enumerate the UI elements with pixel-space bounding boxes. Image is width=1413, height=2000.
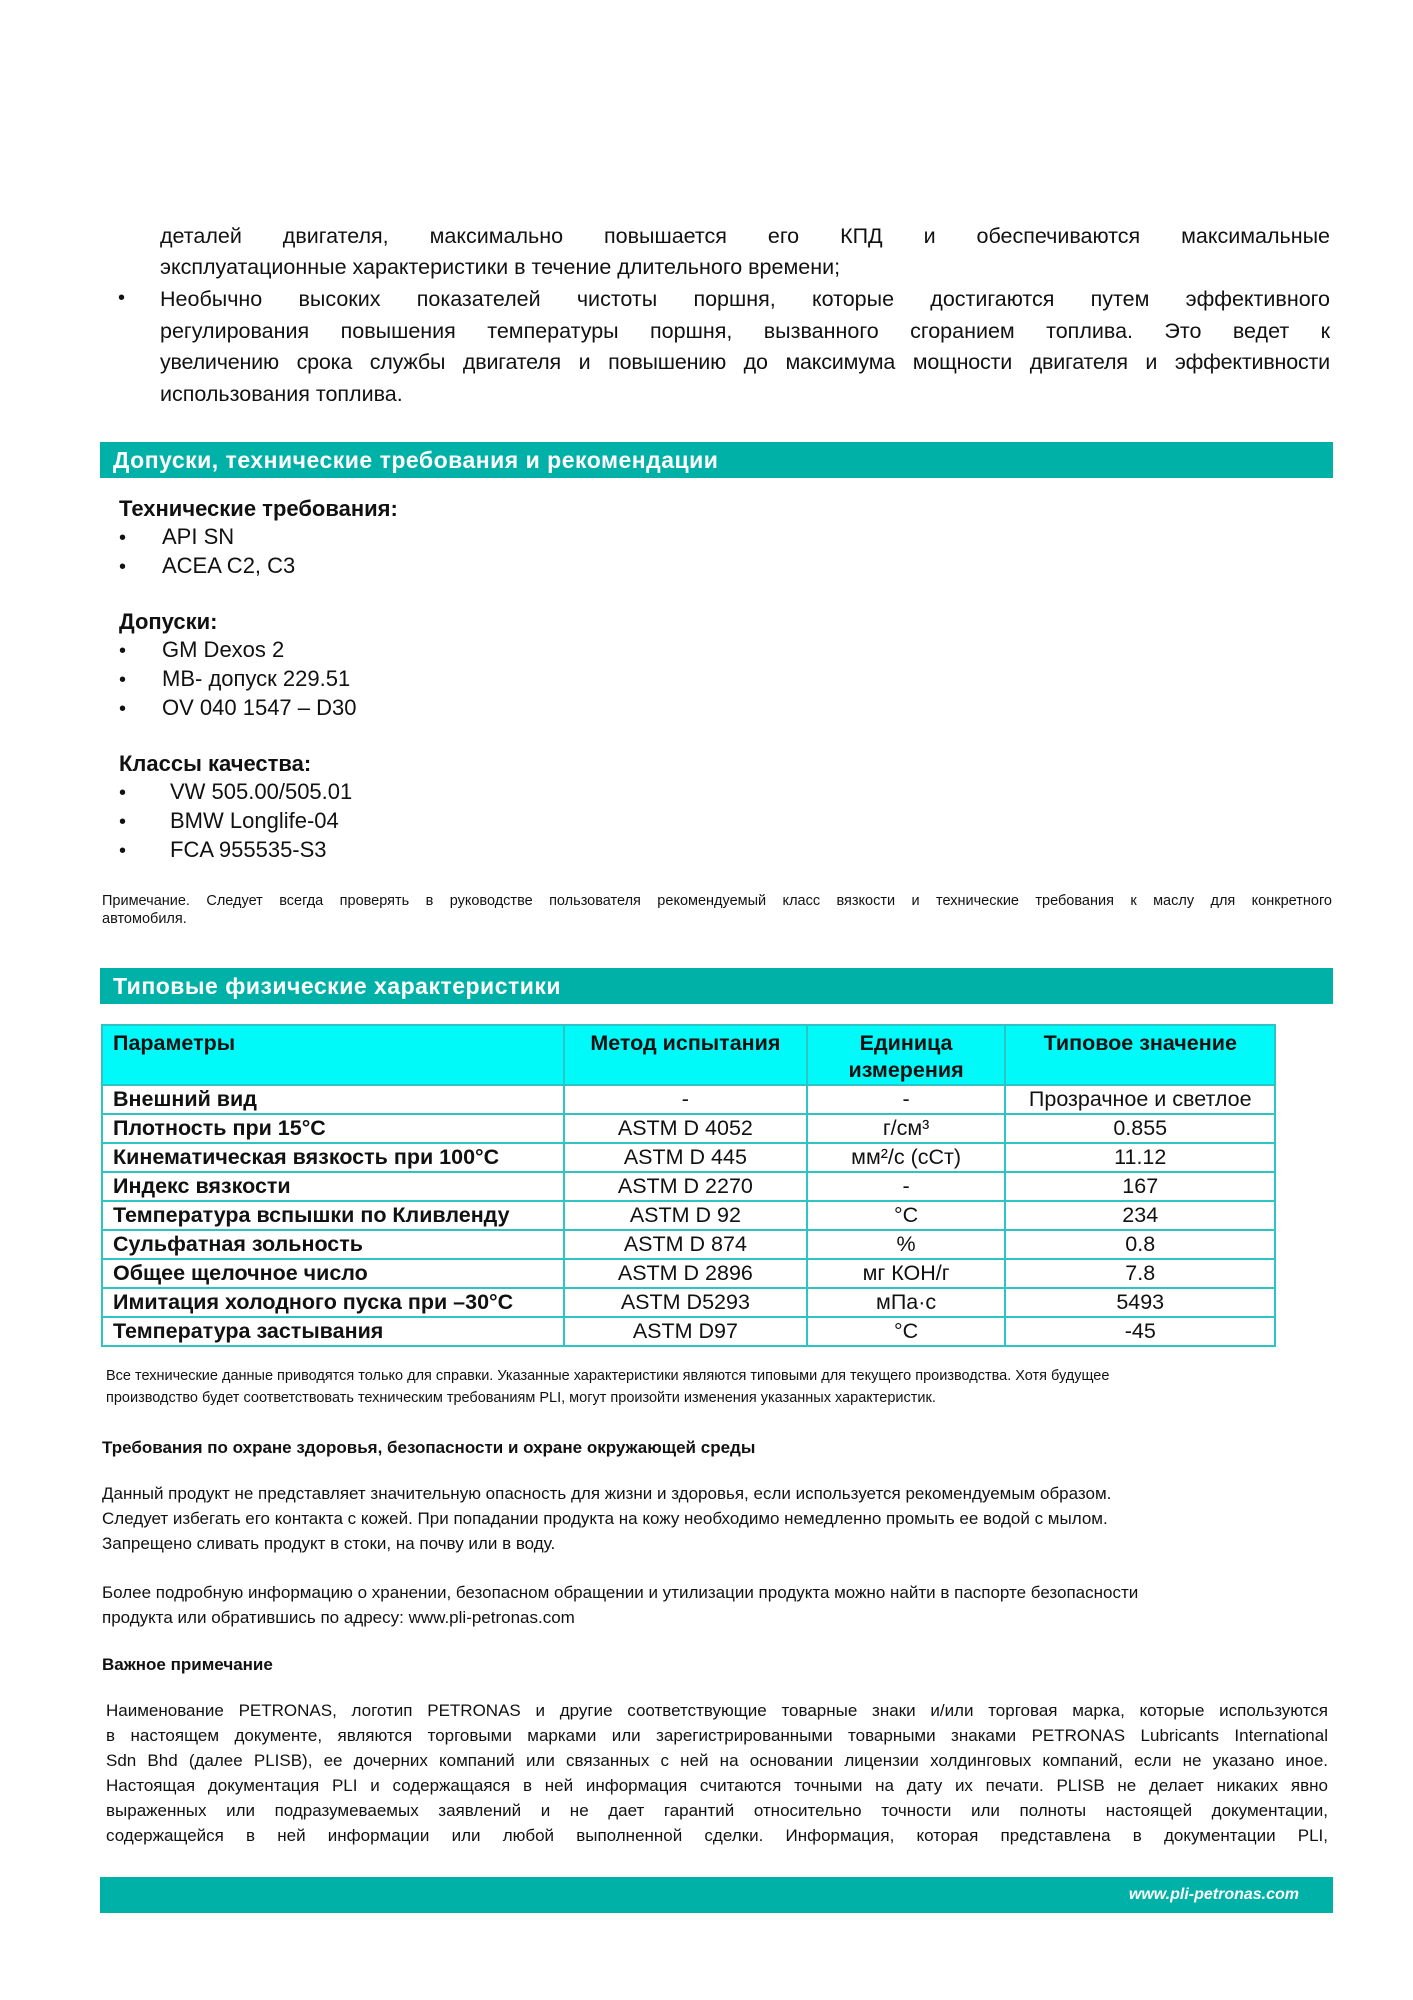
- bullet-line: Необычно высоких показателей чистоты поршня, которые достигаются путем эффективного: [160, 287, 1330, 311]
- cell-unit: г/см³: [807, 1114, 1006, 1143]
- important-line: Наименование PETRONAS, логотип PETRONAS и другие соответствующие товарные знаки и/или торговая марка, которые используются: [106, 1701, 1328, 1720]
- cell-value: 234: [1005, 1201, 1275, 1230]
- cell-unit: °C: [807, 1317, 1006, 1346]
- table-footnote-line: производство будет соответствовать техническим требованиям PLI, могут произойти изменения указанных характеристик.: [106, 1390, 936, 1406]
- approval-item: GM Dexos 2: [162, 637, 285, 662]
- cell-value: 167: [1005, 1172, 1275, 1201]
- cell-parameter: Общее щелочное число: [102, 1259, 564, 1288]
- header-method: Метод испытания: [564, 1025, 807, 1085]
- cell-unit: %: [807, 1230, 1006, 1259]
- cell-unit: мм²/с (сСт): [807, 1143, 1006, 1172]
- section-bar-properties: Типовые физические характеристики: [100, 968, 1333, 1004]
- bullet-dot: •: [119, 811, 127, 833]
- cell-parameter: Сульфатная зольность: [102, 1230, 564, 1259]
- health-title: Требования по охране здоровья, безопасности и охране окружающей среды: [102, 1438, 756, 1457]
- section-bar-approvals: Допуски, технические требования и рекомендации: [100, 442, 1333, 478]
- note-line: Примечание. Следует всегда проверять в руководстве пользователя рекомендуемый класс вязкости и технические требования к маслу для конкретного: [102, 893, 1332, 909]
- cell-parameter: Внешний вид: [102, 1085, 564, 1114]
- cell-method: ASTM D 4052: [564, 1114, 807, 1143]
- properties-table: [101, 1024, 1276, 1347]
- table-row: [102, 1085, 1275, 1114]
- table-row: [102, 1143, 1275, 1172]
- class-item: BMW Longlife-04: [170, 808, 339, 833]
- intro-line: эксплуатационные характеристики в течение длительного времени;: [160, 255, 841, 279]
- footer-bar: [100, 1877, 1333, 1913]
- table-row: [102, 1288, 1275, 1317]
- health-line: Следует избегать его контакта с кожей. При попадании продукта на кожу необходимо немедленно промыть ее водой с мылом.: [102, 1509, 1108, 1528]
- cell-parameter: Плотность при 15°C: [102, 1114, 564, 1143]
- bullet-dot: •: [118, 287, 126, 309]
- bullet-dot: •: [119, 669, 127, 691]
- cell-method: ASTM D 2896: [564, 1259, 807, 1288]
- bullet-dot: •: [119, 556, 127, 578]
- cell-method: -: [564, 1085, 807, 1114]
- cell-value: 5493: [1005, 1288, 1275, 1317]
- cell-unit: -: [807, 1085, 1006, 1114]
- cell-unit: -: [807, 1172, 1006, 1201]
- bullet-dot: •: [119, 840, 127, 862]
- cell-parameter: Температура застывания: [102, 1317, 564, 1346]
- table-row: [102, 1259, 1275, 1288]
- note-line: автомобиля.: [102, 911, 187, 927]
- cell-method: ASTM D 2270: [564, 1172, 807, 1201]
- cell-unit: мг КОН/г: [807, 1259, 1006, 1288]
- cell-method: ASTM D97: [564, 1317, 807, 1346]
- table-row: [102, 1317, 1275, 1346]
- important-line: Настоящая документация PLI и содержащаяся в ней информация считаются точными на дату их печати. PLISB не делает никаких явно: [106, 1776, 1328, 1795]
- health-line: Более подробную информацию о хранении, безопасном обращении и утилизации продукта можно найти в паспорте безопасности: [102, 1583, 1139, 1602]
- bullet-dot: •: [119, 698, 127, 720]
- bullet-dot: •: [119, 782, 127, 804]
- approval-item: MB- допуск 229.51: [162, 666, 351, 691]
- table-row: [102, 1172, 1275, 1201]
- tech-item: API SN: [162, 524, 235, 549]
- classes-title: Классы качества:: [119, 751, 312, 776]
- table-footnote-line: Все технические данные приводятся только для справки. Указанные характеристики являются типовыми для текущего производства. Хотя будущее: [106, 1368, 1110, 1384]
- table-header-row: [102, 1025, 1275, 1085]
- header-value: Типовое значение: [1005, 1025, 1275, 1085]
- footer-url[interactable]: www.pli-petronas.com: [1128, 1886, 1299, 1903]
- class-item: FCA 955535-S3: [170, 837, 327, 862]
- health-line: Запрещено сливать продукт в стоки, на почву или в воду.: [102, 1534, 556, 1553]
- important-line: Sdn Bhd (далее PLISB), ее дочерних компаний или связанных с ней на основании лицензии холдинговых компаний, если не указано иное.: [106, 1751, 1328, 1770]
- table-row: [102, 1201, 1275, 1230]
- class-item: VW 505.00/505.01: [170, 779, 353, 804]
- cell-method: ASTM D 92: [564, 1201, 807, 1230]
- approvals-title: Допуски:: [119, 609, 218, 634]
- tech-requirements-title: Технические требования:: [119, 496, 398, 521]
- important-line: выраженных или подразумеваемых заявлений и не дает гарантий относительно точности или полноты настоящей документации,: [106, 1801, 1328, 1820]
- cell-method: ASTM D 874: [564, 1230, 807, 1259]
- cell-parameter: Имитация холодного пуска при –30°C: [102, 1288, 564, 1317]
- intro-line: деталей двигателя, максимально повышается его КПД и обеспечиваются максимальные: [160, 224, 1330, 248]
- cell-unit: мПа·с: [807, 1288, 1006, 1317]
- health-line: продукта или обратившись по адресу: www.pli-petronas.com: [102, 1608, 575, 1627]
- bullet-line: увеличению срока службы двигателя и повышению до максимума мощности двигателя и эффективности: [160, 350, 1330, 374]
- cell-value: Прозрачное и светлое: [1005, 1085, 1275, 1114]
- approval-item: OV 040 1547 – D30: [162, 695, 357, 720]
- important-line: содержащейся в ней информации или любой выполненной сделки. Информация, которая представлена в документации PLI,: [106, 1826, 1328, 1845]
- header-parameter: Параметры: [102, 1025, 564, 1085]
- cell-parameter: Кинематическая вязкость при 100°C: [102, 1143, 564, 1172]
- header-unit: Единица измерения: [807, 1025, 1006, 1085]
- health-line: Данный продукт не представляет значительную опасность для жизни и здоровья, если используется рекомендуемым образом.: [102, 1484, 1112, 1503]
- bullet-dot: •: [119, 640, 127, 662]
- cell-parameter: Температура вспышки по Кливленду: [102, 1201, 564, 1230]
- cell-method: ASTM D 445: [564, 1143, 807, 1172]
- bullet-dot: •: [119, 527, 127, 549]
- cell-value: 0.855: [1005, 1114, 1275, 1143]
- cell-value: 11.12: [1005, 1143, 1275, 1172]
- table-row: [102, 1230, 1275, 1259]
- important-line: в настоящем документе, являются торговыми марками или зарегистрированными товарными знаками PETRONAS Lubricants International: [106, 1726, 1328, 1745]
- cell-unit: °C: [807, 1201, 1006, 1230]
- table-row: [102, 1114, 1275, 1143]
- cell-value: -45: [1005, 1317, 1275, 1346]
- cell-parameter: Индекс вязкости: [102, 1172, 564, 1201]
- cell-value: 7.8: [1005, 1259, 1275, 1288]
- cell-method: ASTM D5293: [564, 1288, 807, 1317]
- tech-item: ACEA C2, C3: [162, 553, 296, 578]
- cell-value: 0.8: [1005, 1230, 1275, 1259]
- important-title: Важное примечание: [102, 1655, 273, 1674]
- bullet-line: регулирования повышения температуры поршня, вызванного сгоранием топлива. Это ведет к: [160, 319, 1330, 343]
- bullet-line: использования топлива.: [160, 382, 403, 406]
